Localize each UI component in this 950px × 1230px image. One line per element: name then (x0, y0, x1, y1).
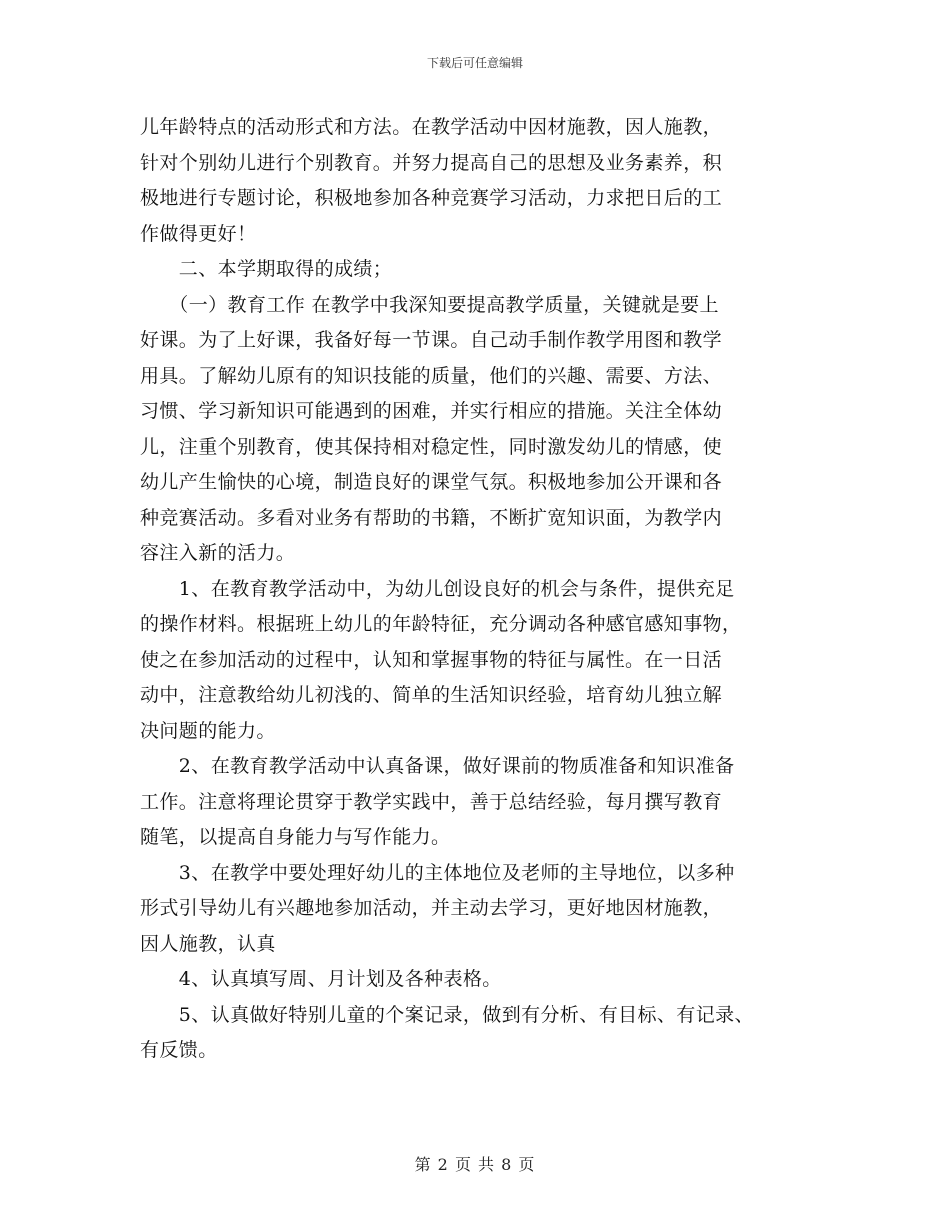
text-line: 针对个别幼儿进行个别教育。并努力提高自己的思想及业务素养，积 (140, 151, 723, 174)
page-header: 下载后可任意编辑 (426, 56, 523, 70)
text-line: （一）教育工作 在教学中我深知要提高教学质量，关键就是要上 (140, 293, 719, 316)
text-line: 习惯、学习新知识可能遇到的困难，并实行相应的措施。关注全体幼 (140, 400, 723, 422)
text-line: 动中，注意教给幼儿初浅的、简单的生活知识经验，培育幼儿独立解 (140, 684, 723, 706)
text-line: 4、认真填写周、月计划及各种表格。 (140, 968, 502, 990)
text-line: 2、在教育教学活动中认真备课，做好课前的物质准备和知识准备 (140, 755, 735, 777)
text-line: 决问题的能力。 (140, 719, 276, 742)
text-line: 的操作材料。根据班上幼儿的年龄特征，充分调动各种感官感知事物， (140, 613, 742, 635)
text-line: 幼儿产生愉快的心境，制造良好的课堂气氛。积极地参加公开课和各 (140, 471, 723, 493)
text-line: 作做得更好！ (140, 222, 257, 245)
text-line: 1、在教育教学活动中，为幼儿创设良好的机会与条件，提供充足 (140, 577, 735, 600)
text-line: 5、认真做好特别儿童的个案记录，做到有分析、有目标、有记录、 (140, 1003, 754, 1026)
section-heading: 二、本学期取得的成绩； (140, 258, 393, 280)
text-line: 容注入新的活力。 (140, 542, 296, 564)
text-line: 儿，注重个别教育，使其保持相对稳定性，同时激发幼儿的情感，使 (140, 435, 723, 458)
document-body (140, 110, 820, 1069)
text-line: 好课。为了上好课，我备好每一节课。自己动手制作教学用图和教学 (140, 329, 723, 351)
text-line: 因人施教，认真 (140, 932, 276, 955)
text-line: 随笔，以提高自身能力与写作能力。 (140, 826, 451, 848)
text-line: 3、在教学中要处理好幼儿的主体地位及老师的主导地位，以多种 (140, 861, 735, 884)
text-line: 工作。注意将理论贯穿于教学实践中，善于总结经验，每月撰写教育 (140, 790, 723, 813)
text-line: 用具。了解幼儿原有的知识技能的质量，他们的兴趣、需要、方法、 (140, 364, 723, 387)
text-line: 儿年龄特点的活动形式和方法。在教学活动中因材施教，因人施教， (140, 116, 723, 138)
text-line: 种竞赛活动。多看对业务有帮助的书籍，不断扩宽知识面，为教学内 (140, 506, 723, 529)
text-line: 有反馈。 (140, 1039, 218, 1061)
text-line: 极地进行专题讨论，积极地参加各种竞赛学习活动，力求把日后的工 (140, 187, 723, 209)
text-line: 形式引导幼儿有兴趣地参加活动，并主动去学习，更好地因材施教， (140, 897, 723, 919)
text-line: 使之在参加活动的过程中，认知和掌握事物的特征与属性。在一日活 (140, 648, 723, 671)
page-number-footer: 第 2 页 共 8 页 (414, 1155, 536, 1174)
